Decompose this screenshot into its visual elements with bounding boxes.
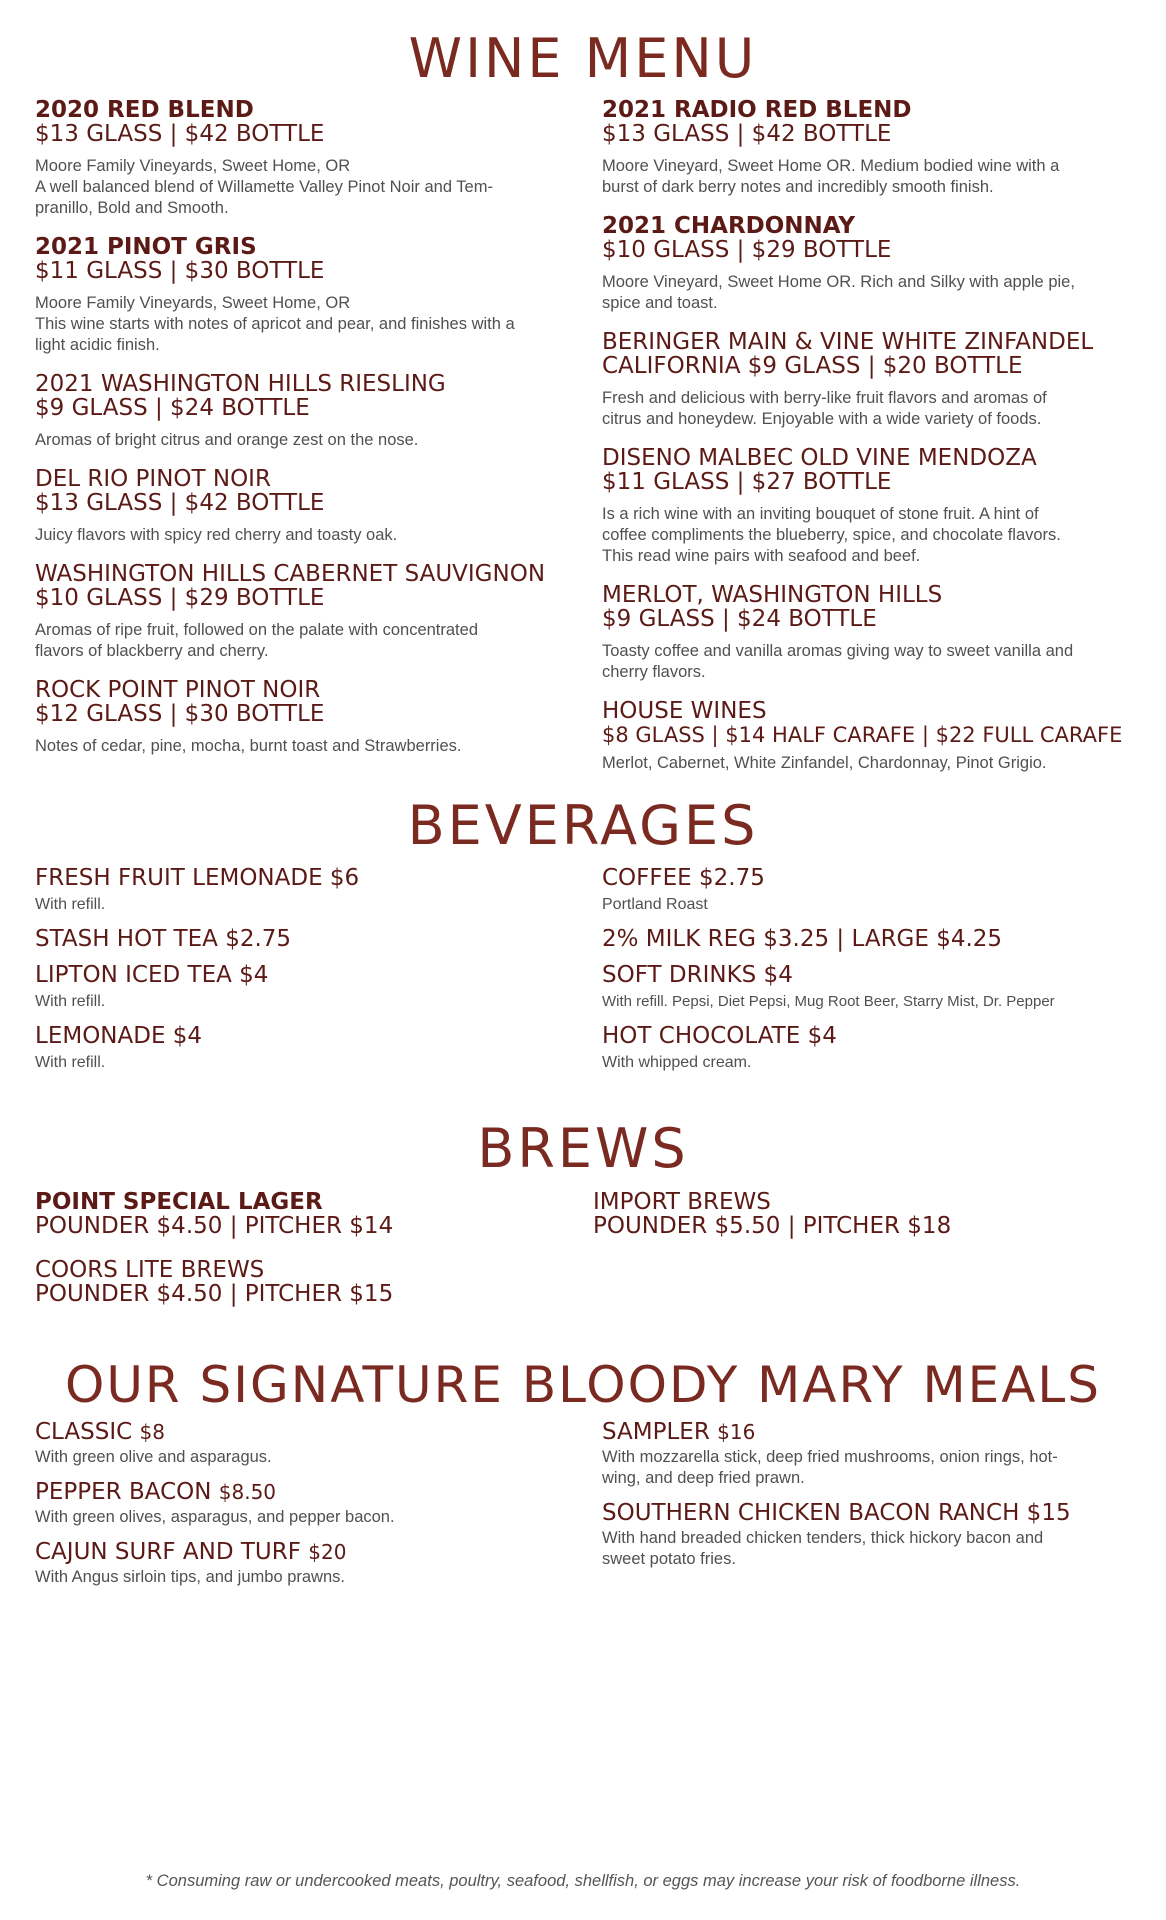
wine-item [35, 467, 602, 546]
wine-price: $13 GLASS | $42 BOTTLE [35, 121, 325, 147]
beverage-name: FRESH FRUIT LEMONADE $6 [35, 865, 360, 891]
wine-description: Merlot, Cabernet, White Zinfandel, Chardonnay, Pinot Grigio. [602, 754, 1047, 772]
beverage-name: SOFT DRINKS $4 [602, 962, 793, 988]
brews-right-column [593, 1190, 1145, 1326]
wine-columns [35, 98, 1145, 790]
wine-description: Moore Vineyard, Sweet Home OR. Medium bodied wine with a burst of dark berry notes and incredibly smooth finish. [602, 157, 1060, 196]
brew-name: IMPORT BREWS [593, 1189, 771, 1215]
wine-name: 2021 PINOT GRIS [35, 234, 257, 260]
beverage-name: 2% MILK REG $3.25 | LARGE $4.25 [602, 926, 1003, 952]
brew-price: POUNDER $5.50 | PITCHER $18 [593, 1213, 952, 1239]
beverage-description: With whipped cream. [602, 1054, 752, 1071]
meal-item [602, 1420, 1145, 1489]
beverage-description: Portland Roast [602, 896, 708, 913]
beverages-right-column [602, 866, 1145, 1085]
wine-name: WASHINGTON HILLS CABERNET SAUVIGNON [35, 561, 546, 587]
beverage-description: With refill. [35, 1054, 106, 1071]
beverage-item [602, 963, 1145, 1012]
wine-description: Juicy flavors with spicy red cherry and toasty oak. [35, 526, 398, 544]
wine-description: Is a rich wine with an inviting bouquet of stone fruit. A hint of coffee compliments the blueberry, spice, and chocolate flavors. This read wine pairs with seafood and beef. [602, 505, 1061, 565]
beverage-description: With refill. Pepsi, Diet Pepsi, Mug Root Beer, Starry Mist, Dr. Pepper [602, 993, 1055, 1010]
beverage-name: LEMONADE $4 [35, 1023, 203, 1049]
bloody-mary-meals-title: OUR SIGNATURE BLOODY MARY MEALS [64, 1356, 1102, 1414]
beverage-item [602, 866, 1145, 915]
meal-name: SAMPLER $16 [602, 1419, 756, 1445]
brews-left-column [35, 1190, 593, 1326]
beverage-description: With refill. [35, 993, 106, 1010]
wine-description: Fresh and delicious with berry-like fruit flavors and aromas of citrus and honeydew. Enjoyable with a wide variety of foods. [602, 389, 1047, 428]
meal-price: $16 [717, 1420, 756, 1444]
wine-name: BERINGER MAIN & VINE WHITE ZINFANDEL [602, 329, 1094, 355]
wine-name: 2021 CHARDONNAY [602, 213, 856, 239]
wine-item [602, 330, 1145, 430]
wine-item [35, 372, 602, 451]
meal-description: With green olives, asparagus, and pepper bacon. [35, 1508, 395, 1526]
beverage-name: STASH HOT TEA $2.75 [35, 926, 292, 952]
meal-name: CAJUN SURF AND TURF $20 [35, 1539, 347, 1565]
wine-name: DISENO MALBEC OLD VINE MENDOZA [602, 445, 1037, 471]
wine-price: $11 GLASS | $30 BOTTLE [35, 258, 325, 284]
meals-left-column [35, 1420, 602, 1600]
meal-description: With mozzarella stick, deep fried mushrooms, onion rings, hot- wing, and deep fried prawn. [602, 1448, 1058, 1487]
meal-name: CLASSIC $8 [35, 1419, 165, 1445]
wine-price: $8 GLASS | $14 HALF CARAFE | $22 FULL CARAFE [602, 723, 1123, 747]
beverage-item [35, 1024, 602, 1073]
wine-item [602, 699, 1145, 774]
meals-columns [35, 1420, 1145, 1600]
brew-price: POUNDER $4.50 | PITCHER $15 [35, 1281, 394, 1307]
beverages-columns [35, 866, 1145, 1085]
meal-item [35, 1480, 602, 1528]
brew-price: POUNDER $4.50 | PITCHER $14 [35, 1213, 394, 1239]
wine-price: $13 GLASS | $42 BOTTLE [602, 121, 892, 147]
beverages-left-column [35, 866, 602, 1085]
brew-item [35, 1258, 593, 1306]
wine-item [35, 562, 602, 662]
wine-right-column [602, 98, 1145, 790]
wine-price: $13 GLASS | $42 BOTTLE [35, 490, 325, 516]
wine-description: Toasty coffee and vanilla aromas giving way to sweet vanilla and cherry flavors. [602, 642, 1074, 681]
wine-name: 2021 RADIO RED BLEND [602, 97, 912, 123]
meal-description: With hand breaded chicken tenders, thick hickory bacon and sweet potato fries. [602, 1529, 1044, 1568]
meal-name: PEPPER BACON $8.50 [35, 1479, 277, 1505]
beverage-name: LIPTON ICED TEA $4 [35, 962, 269, 988]
wine-name: 2021 WASHINGTON HILLS RIESLING [35, 371, 446, 397]
wine-description: Notes of cedar, pine, mocha, burnt toast and Strawberries. [35, 737, 462, 755]
wine-price: $10 GLASS | $29 BOTTLE [35, 585, 325, 611]
brew-name: COORS LITE BREWS [35, 1257, 265, 1283]
brews-columns [35, 1190, 1145, 1326]
wine-price: $12 GLASS | $30 BOTTLE [35, 701, 325, 727]
brew-item [35, 1190, 593, 1238]
meal-description: With Angus sirloin tips, and jumbo prawns. [35, 1568, 345, 1586]
beverages-title: BEVERAGES [407, 794, 759, 857]
wine-description: Moore Family Vineyards, Sweet Home, OR A well balanced blend of Willamette Valley Pinot Noir and Tem- pranillo, Bold and Smooth. [35, 157, 493, 217]
meal-price: $20 [308, 1540, 347, 1564]
wine-menu-title: WINE MENU [408, 27, 758, 90]
meals-right-column [602, 1420, 1145, 1600]
footnote: * Consuming raw or undercooked meats, poultry, seafood, shellfish, or eggs may increase your risk of foodborne illness. [145, 1872, 1021, 1890]
wine-item [35, 678, 602, 757]
beverage-item [602, 927, 1145, 951]
wine-item [602, 446, 1145, 567]
beverage-item [35, 866, 602, 915]
wine-name: ROCK POINT PINOT NOIR [35, 677, 321, 703]
beverage-item [35, 963, 602, 1012]
brew-name: POINT SPECIAL LAGER [35, 1189, 323, 1215]
meal-item [35, 1540, 602, 1588]
wine-description: Moore Vineyard, Sweet Home OR. Rich and Silky with apple pie, spice and toast. [602, 273, 1075, 312]
beverage-name: COFFEE $2.75 [602, 865, 765, 891]
wine-price: CALIFORNIA $9 GLASS | $20 BOTTLE [602, 353, 1023, 379]
beverage-description: With refill. [35, 896, 106, 913]
wine-price: $9 GLASS | $24 BOTTLE [35, 395, 310, 421]
brew-item [593, 1190, 1145, 1238]
wine-name: 2020 RED BLEND [35, 97, 254, 123]
meal-name: SOUTHERN CHICKEN BACON RANCH $15 [602, 1500, 1071, 1526]
meal-price: $8 [139, 1420, 165, 1444]
wine-item [35, 235, 602, 356]
wine-description: Aromas of ripe fruit, followed on the palate with concentrated flavors of blackberry and cherry. [35, 621, 478, 660]
beverage-name: HOT CHOCOLATE $4 [602, 1023, 837, 1049]
wine-description: Aromas of bright citrus and orange zest on the nose. [35, 431, 419, 449]
wine-description: Moore Family Vineyards, Sweet Home, OR This wine starts with notes of apricot and pear, and finishes with a light acidic finish. [35, 294, 515, 354]
wine-name: HOUSE WINES [602, 698, 767, 724]
meal-item [35, 1420, 602, 1468]
meal-price: $8.50 [218, 1480, 277, 1504]
beverage-item [35, 927, 602, 951]
wine-price: $9 GLASS | $24 BOTTLE [602, 606, 877, 632]
wine-item [602, 98, 1145, 198]
wine-item [602, 583, 1145, 683]
beverage-item [602, 1024, 1145, 1073]
brews-title: BREWS [477, 1117, 689, 1180]
wine-item [602, 214, 1145, 314]
meal-item [602, 1501, 1145, 1570]
wine-price: $11 GLASS | $27 BOTTLE [602, 469, 892, 495]
wine-name: MERLOT, WASHINGTON HILLS [602, 582, 943, 608]
wine-left-column [35, 98, 602, 790]
meal-description: With green olive and asparagus. [35, 1448, 272, 1466]
wine-name: DEL RIO PINOT NOIR [35, 466, 271, 492]
wine-price: $10 GLASS | $29 BOTTLE [602, 237, 892, 263]
wine-item [35, 98, 602, 219]
